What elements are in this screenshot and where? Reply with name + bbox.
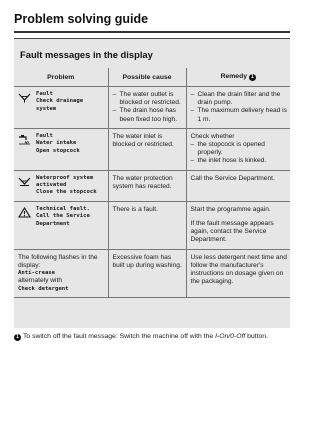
remedy-item: – Clean the drain filter and the drain pump. — [191, 91, 288, 107]
problem-cell — [14, 201, 108, 249]
remedy-item: – the inlet hose is kinked. — [191, 157, 288, 165]
cause-cell: The water inlet is blocked or restricted. — [108, 128, 186, 170]
page-title: Problem solving guide — [14, 12, 149, 26]
display-message-line: Fault — [36, 132, 53, 139]
cause-cell: There is a fault. — [108, 201, 186, 249]
table-row — [14, 170, 290, 201]
cause-item: – The water outlet is blocked or restricted. — [113, 91, 183, 107]
display-message-line: system — [36, 105, 57, 112]
display-message-line: Close the stopcock — [36, 189, 97, 196]
problem-cell — [14, 87, 108, 129]
display-message-line: Anti-crease — [18, 270, 56, 277]
display-message-line: Department — [36, 220, 70, 227]
fault-messages-panel — [14, 38, 290, 328]
problem-alt-text: alternately with — [18, 277, 62, 285]
display-message-line: Open stopcock — [36, 147, 80, 154]
cause-cell: Excessive foam has built up during washing. — [108, 249, 186, 297]
problem-intro: The following flashes in the display: — [18, 253, 98, 269]
remedy-text: If the fault message appears again, contact the Service Department. — [190, 220, 274, 244]
remedy-intro: Check whether — [190, 132, 235, 140]
display-message-line: Call the Service — [36, 213, 90, 220]
cause-cell: The water protection system has reacted. — [108, 170, 186, 201]
table-row — [14, 249, 290, 297]
footnote-text — [14, 333, 290, 342]
cause-cell — [108, 87, 186, 129]
problem-cell — [14, 170, 108, 201]
footnote-marker: 1 — [14, 334, 21, 341]
remedy-cell — [186, 87, 290, 129]
remedy-cell: Call the Service Department. — [186, 170, 290, 201]
remedy-text: Start the programme again. — [190, 205, 271, 213]
header-cause: Possible cause — [108, 68, 186, 87]
remedy-item: – The maximum delivery head is 1 m. — [191, 107, 288, 123]
display-message-line: Waterproof system — [36, 174, 94, 181]
table-row — [14, 128, 290, 170]
display-message-line: activated — [36, 182, 67, 189]
display-message-line: Water intake — [36, 140, 77, 147]
problem-cell — [14, 249, 108, 297]
drain-fault-icon — [18, 92, 31, 103]
footnote-text-before: To switch off the fault message: Switch the machine off with the — [23, 333, 214, 340]
remedy-cell — [186, 128, 290, 170]
display-message-line: Technical fault. — [36, 205, 90, 212]
section-title: Fault messages in the display — [20, 49, 153, 60]
warning-triangle-icon — [18, 207, 31, 218]
problem-cell — [14, 128, 108, 170]
header-remedy-label: Remedy — [220, 73, 248, 80]
display-message-line: Check detergent — [18, 285, 69, 292]
footnote-button-name: I-On/0-Off — [215, 333, 246, 340]
remedy-footnote-marker: 1 — [249, 74, 256, 81]
table-row — [14, 87, 290, 129]
header-problem: Problem — [14, 68, 108, 87]
title-divider — [14, 31, 290, 33]
footnote — [14, 333, 290, 342]
header-remedy — [186, 68, 290, 87]
fault-table — [14, 68, 290, 298]
remedy-cell: Use less detergent next time and follow the manufacturer's instructions on dosage given on the packaging. — [186, 249, 290, 297]
display-message-line: Fault — [36, 91, 53, 97]
table-row — [14, 201, 290, 249]
remedy-cell — [186, 201, 290, 249]
table-header-row — [14, 68, 290, 87]
cause-item: – The drain hose has been fixed too high. — [113, 107, 183, 123]
display-message-line: Check drainage — [36, 98, 84, 105]
water-intake-fault-icon — [18, 134, 31, 145]
remedy-item: – the stopcock is opened properly. — [191, 141, 288, 157]
waterproof-system-icon — [18, 176, 31, 187]
footnote-text-after: button. — [247, 333, 268, 340]
